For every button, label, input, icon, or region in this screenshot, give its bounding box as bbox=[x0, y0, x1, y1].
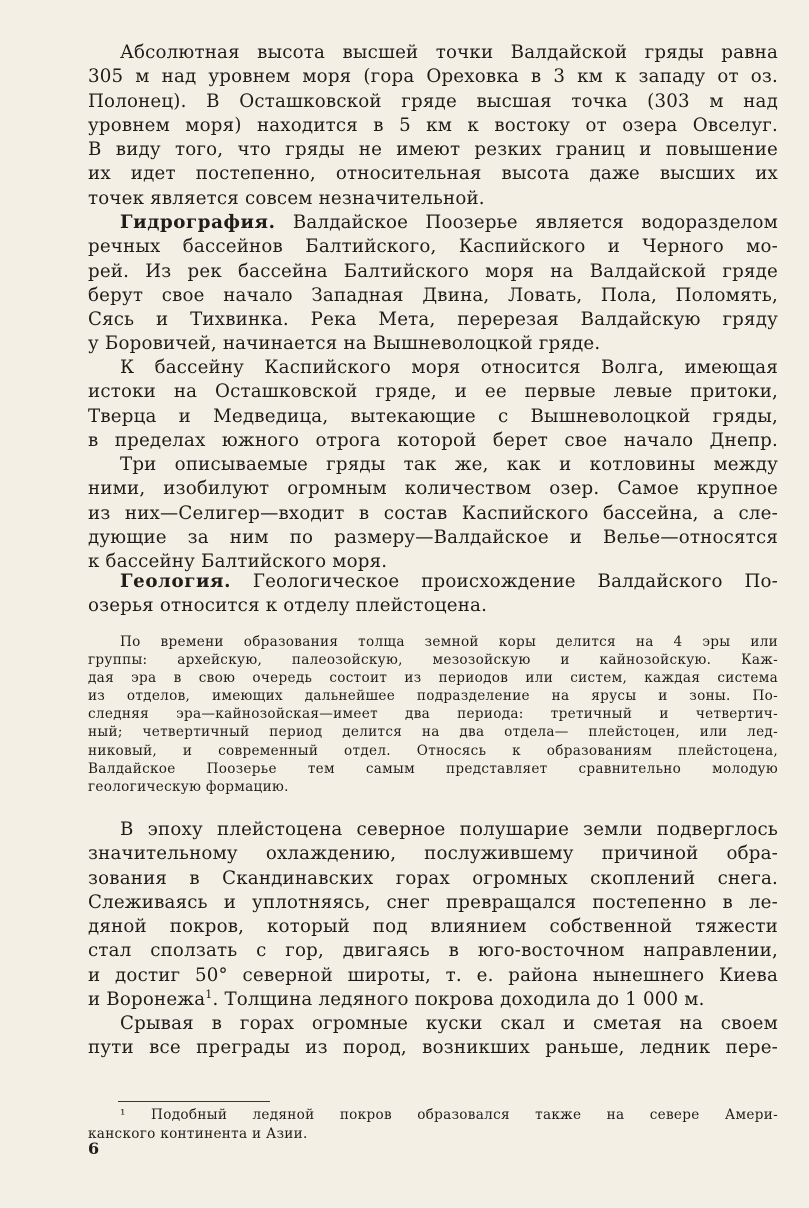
paragraph-caspian bbox=[88, 356, 778, 453]
text-line: дая эра в свою очередь состоит из периодов или систем, каждая система bbox=[88, 670, 778, 687]
text-line: Слеживаясь и уплотняясь, снег превращался постепенно в ле- bbox=[88, 891, 778, 913]
text-line: ними, изобилуют огромным количеством озер. Самое крупное bbox=[88, 478, 778, 500]
text-line: озерья относится к отделу плейстоцена. bbox=[88, 595, 488, 617]
text-line: следняя эра—кайнозойская—имеет два периода: третичный и четвертич- bbox=[88, 706, 778, 723]
text-line: Гидрография. Валдайское Поозерье является водоразделом bbox=[120, 212, 778, 233]
text-line: стал сползать с гор, двигаясь в юго-восточном направлении, bbox=[88, 940, 778, 962]
text-line: Сясь и Тихвинка. Река Мета, перерезая Валдайскую гряду bbox=[88, 309, 778, 331]
paragraph-altitude bbox=[88, 41, 778, 211]
text-line: в пределах южного отрога которой берет свое начало Днепр. bbox=[88, 429, 778, 451]
text-line: Срывая в горах огромные куски скал и сметая на своем bbox=[120, 1013, 778, 1034]
text-line: группы: архейскую, палеозойскую, мезозойскую и кайнозойскую. Каж- bbox=[88, 652, 778, 669]
paragraph-lakes bbox=[88, 453, 778, 574]
footnote-marker: 1 bbox=[205, 988, 213, 1002]
text-line: никовый, и современный отдел. Относясь к образованиям плейстоцена, bbox=[88, 742, 778, 759]
text-line: Валдайское Поозерье тем самым представляет сравнительно молодую bbox=[88, 760, 778, 777]
paragraph-geology bbox=[88, 570, 778, 619]
text-line: зования в Скандинавских горах огромных скоплений снега. bbox=[88, 867, 778, 889]
text-line: к бассейну Балтийского моря. bbox=[88, 551, 388, 573]
text-line: Три описываемые гряды так же, как и котловины между bbox=[120, 454, 778, 475]
text-line: у Боровичей, начинается на Вышневолоцкой гряде. bbox=[88, 333, 601, 355]
footnote-line: канского континента и Азии. bbox=[88, 1126, 308, 1142]
text-line: их идет постепенно, относительная высота даже высших их bbox=[88, 163, 778, 185]
text-line: Полонец). В Осташковской гряде высшая точка (303 м над bbox=[88, 90, 778, 112]
footnote bbox=[88, 1106, 778, 1144]
page-number: 6 bbox=[88, 1139, 100, 1158]
small-print-note bbox=[88, 633, 778, 796]
text-line: В эпоху плейстоцена северное полушарие земли подверглось bbox=[120, 819, 778, 840]
footnote-line: ¹ Подобный ледяной покров образовался также на севере Амери- bbox=[120, 1107, 778, 1123]
text-line: берут свое начало Западная Двина, Ловать, Пола, Поломять, bbox=[88, 284, 778, 306]
text-line: В виду того, что гряды не имеют резких границ и повышение bbox=[88, 139, 778, 161]
paragraph-pleistocene bbox=[88, 818, 778, 1012]
text-line: и Воронежа$^1$. Толщина ледяного покрова доходила до 1 000 м. bbox=[88, 988, 705, 1011]
text-line: К бассейну Каспийского моря относится Волга, имеющая bbox=[120, 357, 778, 378]
text-line: речных бассейнов Балтийского, Каспийского и Черного мо- bbox=[88, 236, 778, 258]
text-line: и достиг 50° северной широты, т. е. района нынешнего Киева bbox=[88, 964, 778, 986]
text-line: из них—Селигер—входит в состав Каспийского бассейна, а сле- bbox=[88, 502, 778, 524]
text-line: геологическую формацию. bbox=[88, 778, 289, 795]
text-line: точек является совсем незначительной. bbox=[88, 187, 485, 209]
text-line: дующие за ним по размеру—Валдайское и Велье—относятся bbox=[88, 526, 778, 548]
text-line: пути все преграды из пород, возникших раньше, ледник пере- bbox=[88, 1037, 778, 1059]
text-line: значительному охлаждению, послужившему причиной обра- bbox=[88, 843, 778, 865]
section-heading-hydrography: Гидрография. bbox=[120, 212, 276, 233]
text-line: Геология. Геологическое происхождение Валдайского По- bbox=[120, 571, 778, 592]
text-line: 305 м над уровнем моря (гора Ореховка в 3 км к западу от оз. bbox=[88, 66, 778, 88]
text-line: Тверца и Медведица, вытекающие с Вышневолоцкой гряды, bbox=[88, 405, 778, 427]
text-line: ный; четвертичный период делится на два отдела— плейстоцен, или лед- bbox=[88, 724, 778, 741]
footnote-divider bbox=[118, 1101, 270, 1102]
text-line: рей. Из рек бассейна Балтийского моря на Валдайской гряде bbox=[88, 260, 778, 282]
text-line: Абсолютная высота высшей точки Валдайской гряды равна bbox=[120, 42, 778, 63]
text-line: уровнем моря) находится в 5 км к востоку от озера Овселуг. bbox=[88, 114, 778, 136]
section-heading-geology: Геология. bbox=[120, 571, 232, 592]
paragraph-hydrography bbox=[88, 211, 778, 357]
text-line: дяной покров, который под влиянием собственной тяжести bbox=[88, 916, 778, 938]
text-line: из отделов, имеющих дальнейшее подразделение на ярусы и зоны. По- bbox=[88, 688, 778, 705]
text-line: По времени образования толща земной коры делится на 4 эры или bbox=[120, 634, 778, 650]
paragraph-glacier bbox=[88, 1012, 778, 1061]
text-line: истоки на Осташковской гряде, и ее первые левые притоки, bbox=[88, 381, 778, 403]
